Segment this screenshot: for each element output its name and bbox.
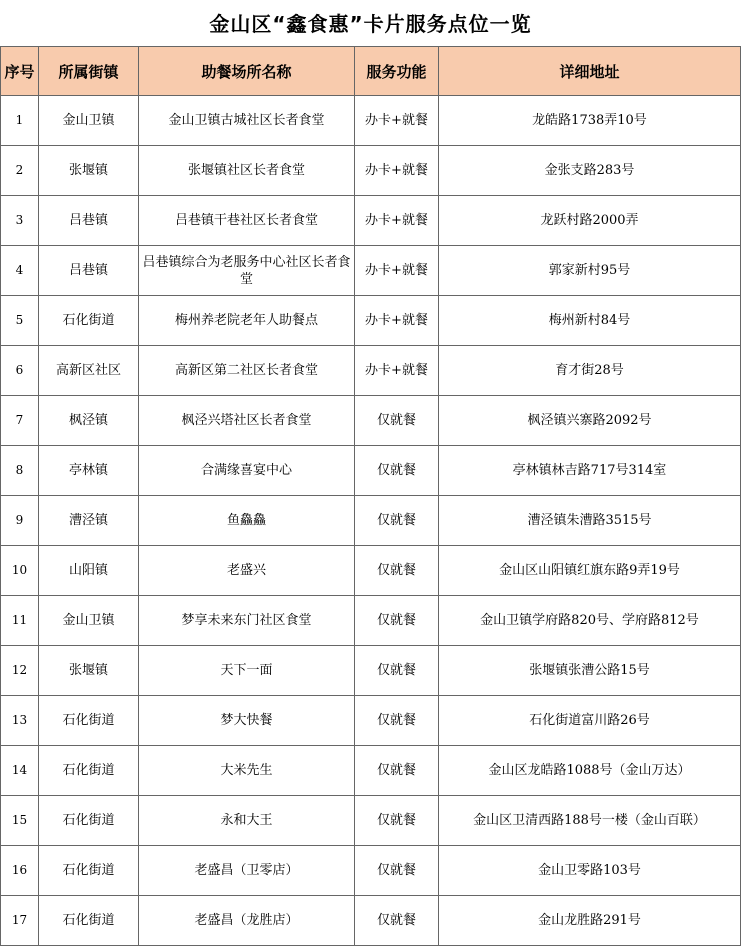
- cell-service: 仅就餐: [355, 446, 439, 496]
- cell-address: 石化街道富川路26号: [439, 696, 741, 746]
- cell-address: 郭家新村95号: [439, 246, 741, 296]
- page-title: 金山区“鑫食惠”卡片服务点位一览: [209, 12, 532, 36]
- cell-venue-name: 天下一面: [139, 646, 355, 696]
- cell-district: 漕泾镇: [39, 496, 139, 546]
- cell-service: 仅就餐: [355, 546, 439, 596]
- cell-address: 金山区卫清西路188号一楼（金山百联）: [439, 796, 741, 846]
- cell-service: 仅就餐: [355, 796, 439, 846]
- cell-venue-name: 永和大王: [139, 796, 355, 846]
- table-row: [1, 296, 741, 346]
- table-row: [1, 96, 741, 146]
- cell-venue-name: 金山卫镇古城社区长者食堂: [139, 96, 355, 146]
- cell-district: 枫泾镇: [39, 396, 139, 446]
- cell-service: 办卡+就餐: [355, 296, 439, 346]
- cell-venue-name: 合满缘喜宴中心: [139, 446, 355, 496]
- cell-address: 张堰镇张漕公路15号: [439, 646, 741, 696]
- cell-district: 石化街道: [39, 846, 139, 896]
- table-row: [1, 746, 741, 796]
- cell-index: 16: [1, 846, 39, 896]
- cell-service: 办卡+就餐: [355, 146, 439, 196]
- table-row: [1, 196, 741, 246]
- cell-index: 3: [1, 196, 39, 246]
- cell-venue-name: 鱼鱻鱻: [139, 496, 355, 546]
- cell-index: 11: [1, 596, 39, 646]
- cell-service: 办卡+就餐: [355, 96, 439, 146]
- cell-venue-name: 吕巷镇干巷社区长者食堂: [139, 196, 355, 246]
- cell-index: 4: [1, 246, 39, 296]
- cell-address: 龙皓路1738弄10号: [439, 96, 741, 146]
- cell-service: 仅就餐: [355, 496, 439, 546]
- cell-address: 亭林镇林吉路717号314室: [439, 446, 741, 496]
- cell-address: 育才街28号: [439, 346, 741, 396]
- table-row: [1, 146, 741, 196]
- cell-district: 张堰镇: [39, 646, 139, 696]
- table-row: [1, 846, 741, 896]
- cell-index: 15: [1, 796, 39, 846]
- header-address: 详细地址: [439, 47, 741, 96]
- table-row: [1, 596, 741, 646]
- cell-index: 12: [1, 646, 39, 696]
- cell-service: 仅就餐: [355, 696, 439, 746]
- cell-venue-name: 老盛昌（龙胜店）: [139, 896, 355, 946]
- cell-index: 10: [1, 546, 39, 596]
- cell-index: 14: [1, 746, 39, 796]
- cell-district: 吕巷镇: [39, 246, 139, 296]
- cell-address: 金山区山阳镇红旗东路9弄19号: [439, 546, 741, 596]
- cell-venue-name: 大米先生: [139, 746, 355, 796]
- cell-index: 1: [1, 96, 39, 146]
- table-row: [1, 796, 741, 846]
- cell-index: 2: [1, 146, 39, 196]
- cell-venue-name: 老盛兴: [139, 546, 355, 596]
- cell-district: 金山卫镇: [39, 96, 139, 146]
- cell-service: 仅就餐: [355, 396, 439, 446]
- cell-index: 8: [1, 446, 39, 496]
- cell-service: 仅就餐: [355, 846, 439, 896]
- cell-service: 仅就餐: [355, 746, 439, 796]
- cell-district: 石化街道: [39, 696, 139, 746]
- service-points-table: [0, 46, 741, 946]
- cell-index: 9: [1, 496, 39, 546]
- table-row: [1, 496, 741, 546]
- cell-service: 办卡+就餐: [355, 196, 439, 246]
- header-venue-name: 助餐场所名称: [139, 47, 355, 96]
- header-service: 服务功能: [355, 47, 439, 96]
- cell-address: 枫泾镇兴寨路2092号: [439, 396, 741, 446]
- cell-service: 仅就餐: [355, 896, 439, 946]
- cell-district: 山阳镇: [39, 546, 139, 596]
- table-row: [1, 446, 741, 496]
- cell-index: 13: [1, 696, 39, 746]
- cell-address: 漕泾镇朱漕路3515号: [439, 496, 741, 546]
- cell-district: 石化街道: [39, 746, 139, 796]
- table-header-row: [1, 47, 741, 96]
- cell-index: 5: [1, 296, 39, 346]
- cell-address: 金山卫镇学府路820号、学府路812号: [439, 596, 741, 646]
- cell-venue-name: 梦大快餐: [139, 696, 355, 746]
- table-body: [1, 96, 741, 946]
- cell-index: 6: [1, 346, 39, 396]
- cell-district: 张堰镇: [39, 146, 139, 196]
- cell-service: 办卡+就餐: [355, 246, 439, 296]
- cell-index: 17: [1, 896, 39, 946]
- header-district: 所属街镇: [39, 47, 139, 96]
- cell-venue-name: 梅州养老院老年人助餐点: [139, 296, 355, 346]
- table-row: [1, 546, 741, 596]
- cell-district: 吕巷镇: [39, 196, 139, 246]
- cell-index: 7: [1, 396, 39, 446]
- header-index: 序号: [1, 47, 39, 96]
- cell-address: 金山区龙皓路1088号（金山万达）: [439, 746, 741, 796]
- table-row: [1, 646, 741, 696]
- cell-venue-name: 枫泾兴塔社区长者食堂: [139, 396, 355, 446]
- cell-address: 金张支路283号: [439, 146, 741, 196]
- cell-district: 高新区社区: [39, 346, 139, 396]
- cell-district: 石化街道: [39, 796, 139, 846]
- cell-venue-name: 高新区第二社区长者食堂: [139, 346, 355, 396]
- cell-district: 金山卫镇: [39, 596, 139, 646]
- cell-service: 仅就餐: [355, 646, 439, 696]
- cell-district: 石化街道: [39, 296, 139, 346]
- cell-address: 金山龙胜路291号: [439, 896, 741, 946]
- table-row: [1, 246, 741, 296]
- cell-venue-name: 老盛昌（卫零店）: [139, 846, 355, 896]
- cell-service: 办卡+就餐: [355, 346, 439, 396]
- table-row: [1, 346, 741, 396]
- table-row: [1, 696, 741, 746]
- cell-venue-name: 张堰镇社区长者食堂: [139, 146, 355, 196]
- table-row: [1, 396, 741, 446]
- cell-district: 石化街道: [39, 896, 139, 946]
- cell-address: 龙跃村路2000弄: [439, 196, 741, 246]
- cell-service: 仅就餐: [355, 596, 439, 646]
- cell-venue-name: 吕巷镇综合为老服务中心社区长者食堂: [139, 246, 355, 296]
- cell-district: 亭林镇: [39, 446, 139, 496]
- cell-address: 金山卫零路103号: [439, 846, 741, 896]
- table-row: [1, 896, 741, 946]
- cell-venue-name: 梦享未来东门社区食堂: [139, 596, 355, 646]
- cell-address: 梅州新村84号: [439, 296, 741, 346]
